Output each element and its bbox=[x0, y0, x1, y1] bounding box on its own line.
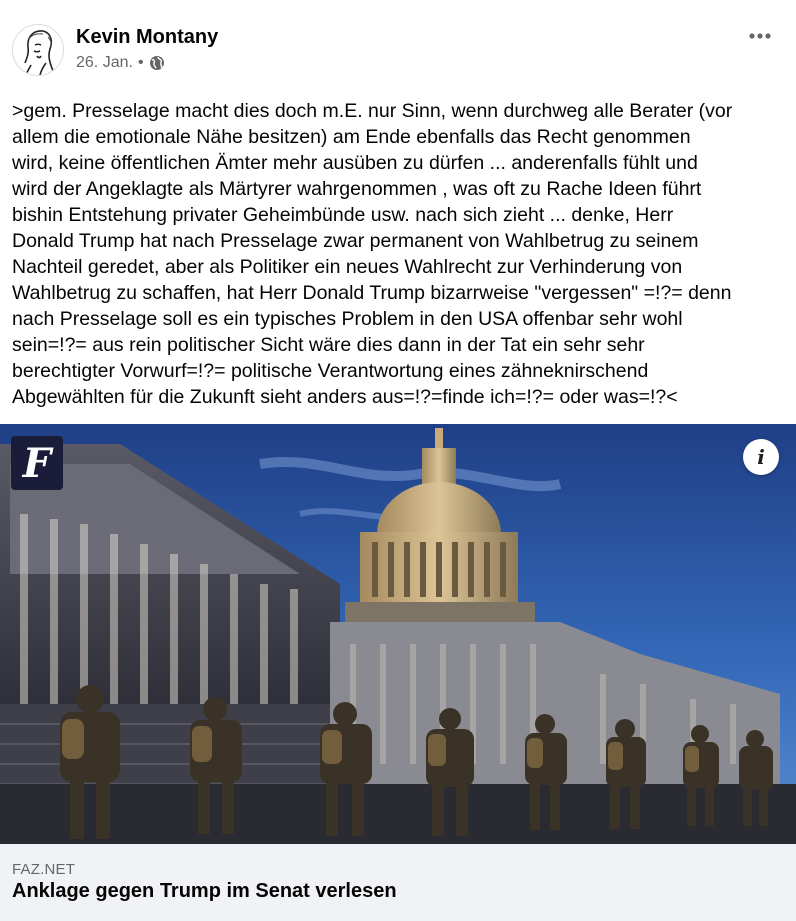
globe-icon bbox=[149, 55, 165, 71]
post-header bbox=[0, 0, 796, 90]
link-preview-image[interactable] bbox=[0, 424, 796, 844]
more-options-icon[interactable] bbox=[742, 22, 778, 50]
link-preview-footer[interactable] bbox=[0, 844, 796, 921]
avatar-sketch-icon bbox=[13, 25, 64, 76]
meta-separator: • bbox=[137, 54, 144, 71]
info-icon[interactable]: i bbox=[743, 439, 779, 475]
post-meta bbox=[76, 53, 165, 73]
link-title[interactable]: Anklage gegen Trump im Senat verlesen bbox=[12, 880, 397, 902]
post-text: >gem. Presselage macht dies doch m.E. nur Sinn, wenn durchweg alle Berater (vor allem die emotionale Nähe besitzen) am Ende ebenfalls das Recht genommen wird, keine öffentlichen Ämter mehr ausüben zu dürfen ... anderenfalls fühlt und wird der Angeklagte als Märtyrer wahrgenommen , was oft zu Rache Ideen führt bishin Entstehung privater Geheimbünde usw. nach sich zieht ... denke, Herr Donald Trump hat nach Presselage zwar permanent von Wahlbetrug zu seinem Nachteil geredet, aber als Politiker ein neues Wahlrecht zur Verhinderung von Wahlbetrug zu schaffen, hat Herr Donald Trump bizarrweise "vergessen" =!?= denn nach Presselage soll es ein typisches Problem in den USA offenbar sehr wohl sein=!?= aus rein politischer Sicht wäre dies dann in der Tat ein sehr sehr berechtigter Vorwurf=!?= politische Verantwortung eines zähneknirschend Abgewählten für die Zukunft sieht anders aus=!?=finde ich=!?= oder was=!?< bbox=[12, 100, 733, 408]
post-date[interactable]: 26. Jan. bbox=[76, 54, 133, 71]
faz-logo: F bbox=[11, 436, 63, 490]
author-name[interactable]: Kevin Montany bbox=[76, 26, 219, 48]
link-domain: FAZ.NET bbox=[12, 861, 76, 878]
author-avatar[interactable] bbox=[12, 24, 64, 76]
